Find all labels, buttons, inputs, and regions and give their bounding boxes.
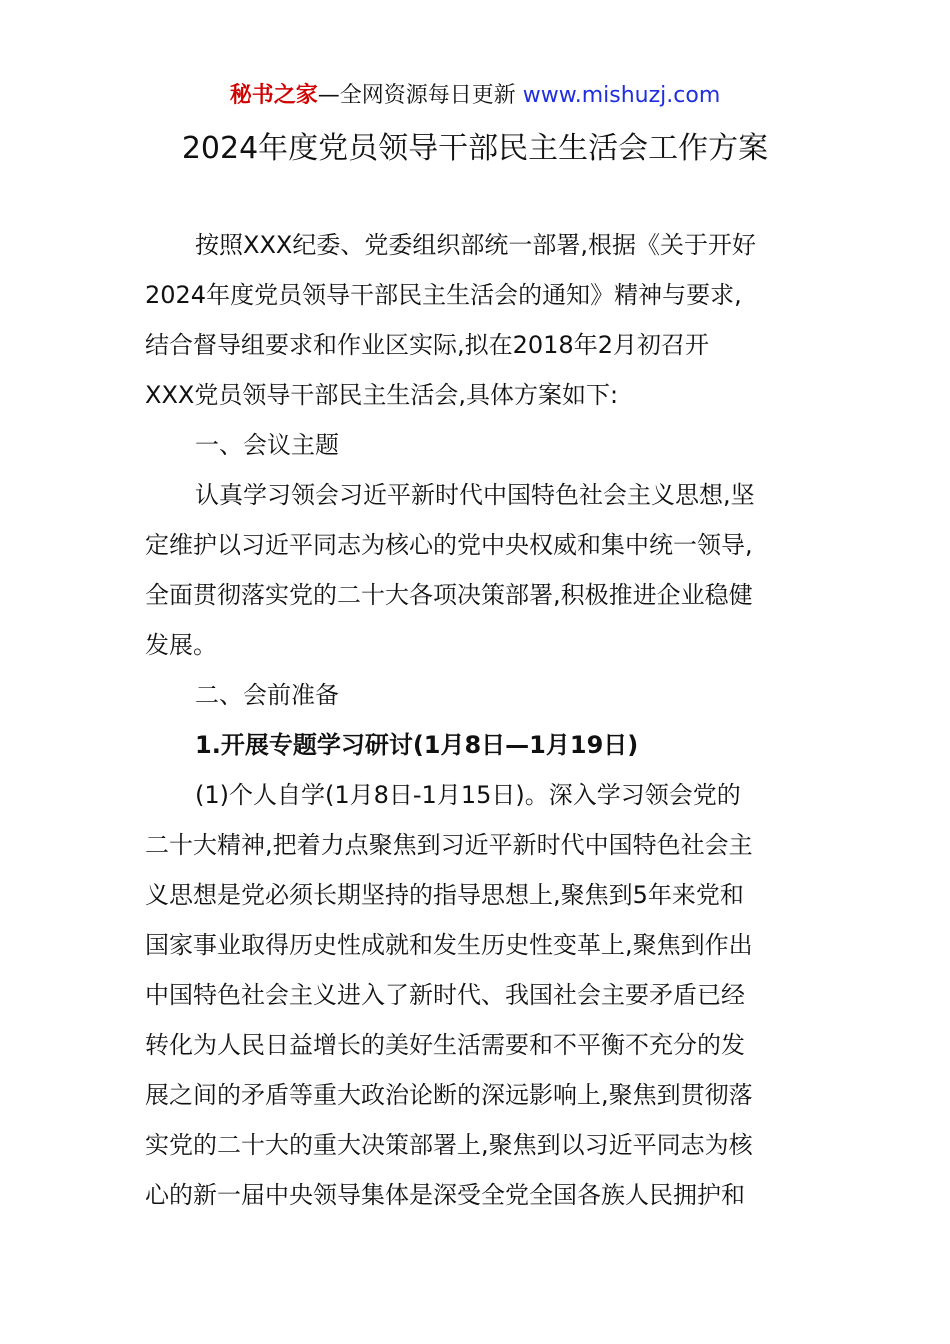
section-heading: 二、会前准备 [195,681,339,709]
site-url-link[interactable]: www.mishuzj.com [522,83,721,108]
paragraph-line: 义思想是党必须长期坚持的指导思想上,聚焦到5年来党和 [145,881,744,909]
paragraph-line: 全面贯彻落实党的二十大各项决策部署,积极推进企业稳健 [145,581,753,609]
paragraph-line: 展之间的矛盾等重大政治论断的深远影响上,聚焦到贯彻落 [145,1081,753,1109]
paragraph-line: 国家事业取得历史性成就和发生历史性变革上,聚焦到作出 [145,931,753,959]
paragraph-line: (1)个人自学(1月8日-1月15日)。深入学习领会党的 [195,781,741,809]
paragraph-line: 定维护以习近平同志为核心的党中央权威和集中统一领导, [145,531,753,559]
paragraph-line: 发展。 [145,631,217,659]
section-heading: 一、会议主题 [195,431,339,459]
subsection-heading: 1.开展专题学习研讨(1月8日—1月19日) [195,731,639,759]
paragraph-line: 2024年度党员领导干部民主生活会的通知》精神与要求, [145,281,742,309]
paragraph-line: 中国特色社会主义进入了新时代、我国社会主要矛盾已经 [145,981,745,1009]
paragraph-line: 二十大精神,把着力点聚焦到习近平新时代中国特色社会主 [145,831,753,859]
paragraph-line: 实党的二十大的重大决策部署上,聚焦到以习近平同志为核 [145,1131,753,1159]
paragraph-line: 结合督导组要求和作业区实际,拟在2018年2月初召开 [145,331,709,359]
site-header [0,80,950,112]
paragraph-line: 认真学习领会习近平新时代中国特色社会主义思想,坚 [195,481,755,509]
paragraph-line: XXX党员领导干部民主生活会,具体方案如下: [145,381,619,409]
brand-name: 秘书之家 [229,83,318,108]
paragraph-line: 按照XXX纪委、党委组织部统一部署,根据《关于开好 [195,231,756,259]
paragraph-line: 心的新一届中央领导集体是深受全党全国各族人民拥护和 [145,1181,745,1209]
header-tagline: —全网资源每日更新 [317,83,523,108]
paragraph-line: 转化为人民日益增长的美好生活需要和不平衡不充分的发 [145,1031,745,1059]
document-title: 2024年度党员领导干部民主生活会工作方案 [181,131,769,166]
